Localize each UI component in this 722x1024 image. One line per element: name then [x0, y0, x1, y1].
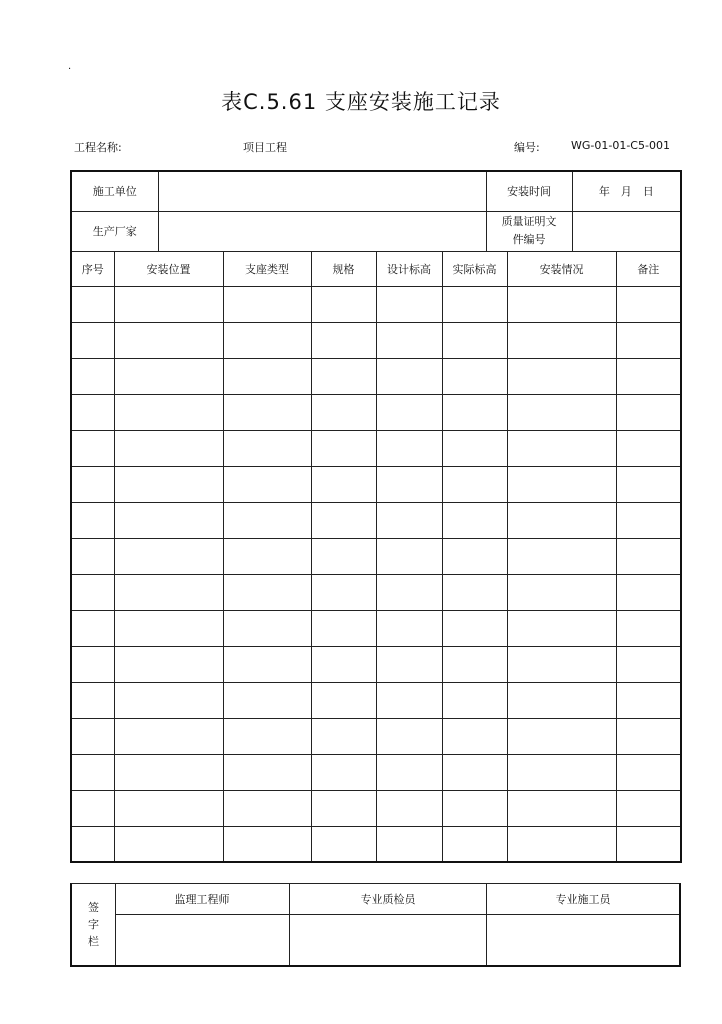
- col-header-index: 序号: [71, 251, 114, 286]
- table-cell[interactable]: [223, 502, 311, 538]
- quality-cert-field[interactable]: [572, 211, 681, 251]
- table-cell[interactable]: [507, 646, 616, 682]
- table-cell[interactable]: [376, 790, 442, 826]
- table-cell[interactable]: [507, 574, 616, 610]
- table-cell[interactable]: [376, 718, 442, 754]
- table-cell[interactable]: [311, 646, 376, 682]
- table-cell[interactable]: [616, 826, 681, 862]
- table-cell[interactable]: [114, 502, 223, 538]
- table-body: [71, 286, 681, 862]
- table-cell[interactable]: [114, 610, 223, 646]
- manufacturer-row: [71, 211, 681, 251]
- table-cell[interactable]: [223, 718, 311, 754]
- signature-label: [72, 884, 116, 965]
- table-cell[interactable]: [442, 754, 507, 790]
- table-cell[interactable]: [616, 718, 681, 754]
- table-cell[interactable]: [71, 610, 114, 646]
- table-cell[interactable]: [442, 502, 507, 538]
- table-cell[interactable]: [507, 358, 616, 394]
- table-row: [71, 538, 681, 574]
- table-cell[interactable]: [71, 358, 114, 394]
- project-name-label: 工程名称:: [74, 141, 122, 154]
- signature-section: [70, 883, 681, 967]
- table-row: [71, 502, 681, 538]
- table-cell[interactable]: [71, 790, 114, 826]
- table-cell[interactable]: [311, 358, 376, 394]
- table-cell[interactable]: [376, 538, 442, 574]
- table-cell[interactable]: [616, 646, 681, 682]
- table-cell[interactable]: [311, 826, 376, 862]
- table-cell[interactable]: [616, 610, 681, 646]
- table-cell[interactable]: [223, 574, 311, 610]
- table-cell[interactable]: [223, 682, 311, 718]
- signature-inspector: [290, 884, 487, 965]
- table-cell[interactable]: [114, 790, 223, 826]
- table-cell[interactable]: [71, 322, 114, 358]
- table-cell[interactable]: [376, 286, 442, 322]
- table-cell[interactable]: [71, 466, 114, 502]
- table-cell[interactable]: [311, 394, 376, 430]
- table-cell[interactable]: [223, 790, 311, 826]
- signature-field-supervisor[interactable]: [115, 915, 289, 967]
- table-cell[interactable]: [114, 286, 223, 322]
- table-cell[interactable]: [507, 430, 616, 466]
- table-cell[interactable]: [71, 430, 114, 466]
- table-cell[interactable]: [223, 826, 311, 862]
- table-cell[interactable]: [376, 466, 442, 502]
- table-cell[interactable]: [114, 754, 223, 790]
- table-cell[interactable]: [223, 430, 311, 466]
- table-cell[interactable]: [223, 466, 311, 502]
- table-cell[interactable]: [507, 826, 616, 862]
- table-cell[interactable]: [71, 502, 114, 538]
- table-row: [71, 286, 681, 322]
- table-row: [71, 610, 681, 646]
- table-cell[interactable]: [616, 538, 681, 574]
- table-cell[interactable]: [376, 394, 442, 430]
- table-cell[interactable]: [223, 754, 311, 790]
- table-cell[interactable]: [114, 682, 223, 718]
- table-cell[interactable]: [114, 574, 223, 610]
- table-cell[interactable]: [442, 466, 507, 502]
- table-cell[interactable]: [376, 574, 442, 610]
- table-cell[interactable]: [507, 790, 616, 826]
- table-cell[interactable]: [376, 322, 442, 358]
- signature-supervisor: [115, 884, 290, 965]
- table-cell[interactable]: [71, 826, 114, 862]
- doc-number-label: 编号:: [514, 141, 540, 154]
- table-cell[interactable]: [616, 322, 681, 358]
- construction-unit-field[interactable]: [158, 171, 486, 211]
- table-cell[interactable]: [616, 466, 681, 502]
- table-cell[interactable]: [507, 610, 616, 646]
- table-cell[interactable]: [507, 718, 616, 754]
- table-cell[interactable]: [114, 394, 223, 430]
- table-cell[interactable]: [507, 502, 616, 538]
- signature-constructor: [487, 884, 679, 965]
- table-cell[interactable]: [616, 394, 681, 430]
- table-cell[interactable]: [223, 394, 311, 430]
- record-table: [70, 170, 682, 863]
- table-cell[interactable]: [616, 502, 681, 538]
- table-cell[interactable]: [616, 430, 681, 466]
- table-cell[interactable]: [376, 646, 442, 682]
- table-row: [71, 754, 681, 790]
- table-cell[interactable]: [71, 394, 114, 430]
- table-row: [71, 322, 681, 358]
- signature-role-constructor: 专业施工员: [487, 884, 679, 915]
- table-cell[interactable]: [507, 466, 616, 502]
- construction-unit-label: 施工单位: [71, 171, 158, 211]
- table-row: [71, 394, 681, 430]
- table-cell[interactable]: [114, 538, 223, 574]
- table-row: [71, 646, 681, 682]
- table-cell[interactable]: [442, 610, 507, 646]
- table-cell[interactable]: [507, 286, 616, 322]
- table-cell[interactable]: [223, 322, 311, 358]
- table-row: [71, 466, 681, 502]
- table-cell[interactable]: [376, 826, 442, 862]
- table-cell[interactable]: [223, 358, 311, 394]
- table-cell[interactable]: [616, 574, 681, 610]
- manufacturer-label: 生产厂家: [71, 211, 158, 251]
- table-cell[interactable]: [71, 718, 114, 754]
- table-cell[interactable]: [376, 430, 442, 466]
- table-cell[interactable]: [311, 610, 376, 646]
- table-cell[interactable]: [376, 502, 442, 538]
- table-cell[interactable]: [311, 754, 376, 790]
- table-cell[interactable]: [442, 574, 507, 610]
- table-row: [71, 790, 681, 826]
- table-cell[interactable]: [114, 646, 223, 682]
- table-cell[interactable]: [223, 286, 311, 322]
- table-row: [71, 682, 681, 718]
- table-cell[interactable]: [223, 610, 311, 646]
- table-cell[interactable]: [616, 682, 681, 718]
- column-header-row: [71, 251, 681, 286]
- signature-role-supervisor: 监理工程师: [115, 884, 289, 915]
- table-cell[interactable]: [114, 466, 223, 502]
- signature-label-text: 签 字 栏: [88, 901, 99, 948]
- table-cell[interactable]: [114, 430, 223, 466]
- table-cell[interactable]: [223, 538, 311, 574]
- table-cell[interactable]: [311, 430, 376, 466]
- table-cell[interactable]: [442, 430, 507, 466]
- col-header-install-status: 安装情况: [507, 251, 616, 286]
- table-cell[interactable]: [616, 286, 681, 322]
- table-cell[interactable]: [311, 502, 376, 538]
- col-header-spec: 规格: [311, 251, 376, 286]
- table-cell[interactable]: [71, 754, 114, 790]
- table-cell[interactable]: [442, 286, 507, 322]
- table-cell[interactable]: [376, 682, 442, 718]
- table-cell[interactable]: [442, 826, 507, 862]
- signature-field-constructor[interactable]: [487, 915, 679, 967]
- page-title: 表C.5.61 支座安装施工记录: [221, 90, 501, 114]
- manufacturer-field[interactable]: [158, 211, 486, 251]
- table-cell[interactable]: [616, 754, 681, 790]
- table-cell[interactable]: [311, 322, 376, 358]
- table-cell[interactable]: [376, 610, 442, 646]
- signature-role-inspector: 专业质检员: [290, 884, 486, 915]
- table-cell[interactable]: [311, 790, 376, 826]
- table-cell[interactable]: [442, 646, 507, 682]
- table-cell[interactable]: [507, 538, 616, 574]
- table-cell[interactable]: [507, 394, 616, 430]
- table-row: [71, 574, 681, 610]
- construction-unit-row: [71, 171, 681, 211]
- page-mark: ·: [68, 64, 72, 75]
- table-row: [71, 826, 681, 862]
- table-cell[interactable]: [442, 394, 507, 430]
- table-cell[interactable]: [442, 790, 507, 826]
- table-cell[interactable]: [442, 718, 507, 754]
- table-cell[interactable]: [71, 574, 114, 610]
- signature-field-inspector[interactable]: [290, 915, 486, 967]
- table-cell[interactable]: [507, 682, 616, 718]
- col-header-actual-elev: 实际标高: [442, 251, 507, 286]
- table-cell[interactable]: [376, 754, 442, 790]
- table-cell[interactable]: [71, 646, 114, 682]
- table-cell[interactable]: [442, 682, 507, 718]
- table-cell[interactable]: [442, 322, 507, 358]
- table-cell[interactable]: [114, 826, 223, 862]
- table-cell[interactable]: [114, 718, 223, 754]
- table-row: [71, 718, 681, 754]
- table-row: [71, 430, 681, 466]
- table-cell[interactable]: [71, 538, 114, 574]
- project-name-value: 项目工程: [243, 141, 287, 154]
- table-cell[interactable]: [507, 322, 616, 358]
- col-header-design-elev: 设计标高: [376, 251, 442, 286]
- table-cell[interactable]: [311, 682, 376, 718]
- quality-cert-label: 质量证明文件编号: [486, 211, 572, 251]
- table-cell[interactable]: [114, 322, 223, 358]
- table-cell[interactable]: [311, 574, 376, 610]
- table-cell[interactable]: [311, 538, 376, 574]
- table-cell[interactable]: [71, 682, 114, 718]
- table-cell[interactable]: [223, 646, 311, 682]
- table-cell[interactable]: [311, 718, 376, 754]
- col-header-bearing-type: 支座类型: [223, 251, 311, 286]
- install-time-field[interactable]: 年 月 日: [572, 171, 681, 211]
- table-cell[interactable]: [376, 358, 442, 394]
- table-cell[interactable]: [311, 286, 376, 322]
- install-time-label: 安装时间: [486, 171, 572, 211]
- table-cell[interactable]: [311, 466, 376, 502]
- table-cell[interactable]: [71, 286, 114, 322]
- table-cell[interactable]: [507, 754, 616, 790]
- doc-number-value: WG-01-01-C5-001: [571, 139, 670, 152]
- col-header-position: 安装位置: [114, 251, 223, 286]
- col-header-remarks: 备注: [616, 251, 681, 286]
- table-cell[interactable]: [442, 358, 507, 394]
- table-cell[interactable]: [616, 358, 681, 394]
- table-cell[interactable]: [442, 538, 507, 574]
- table-cell[interactable]: [616, 790, 681, 826]
- table-row: [71, 358, 681, 394]
- table-cell[interactable]: [114, 358, 223, 394]
